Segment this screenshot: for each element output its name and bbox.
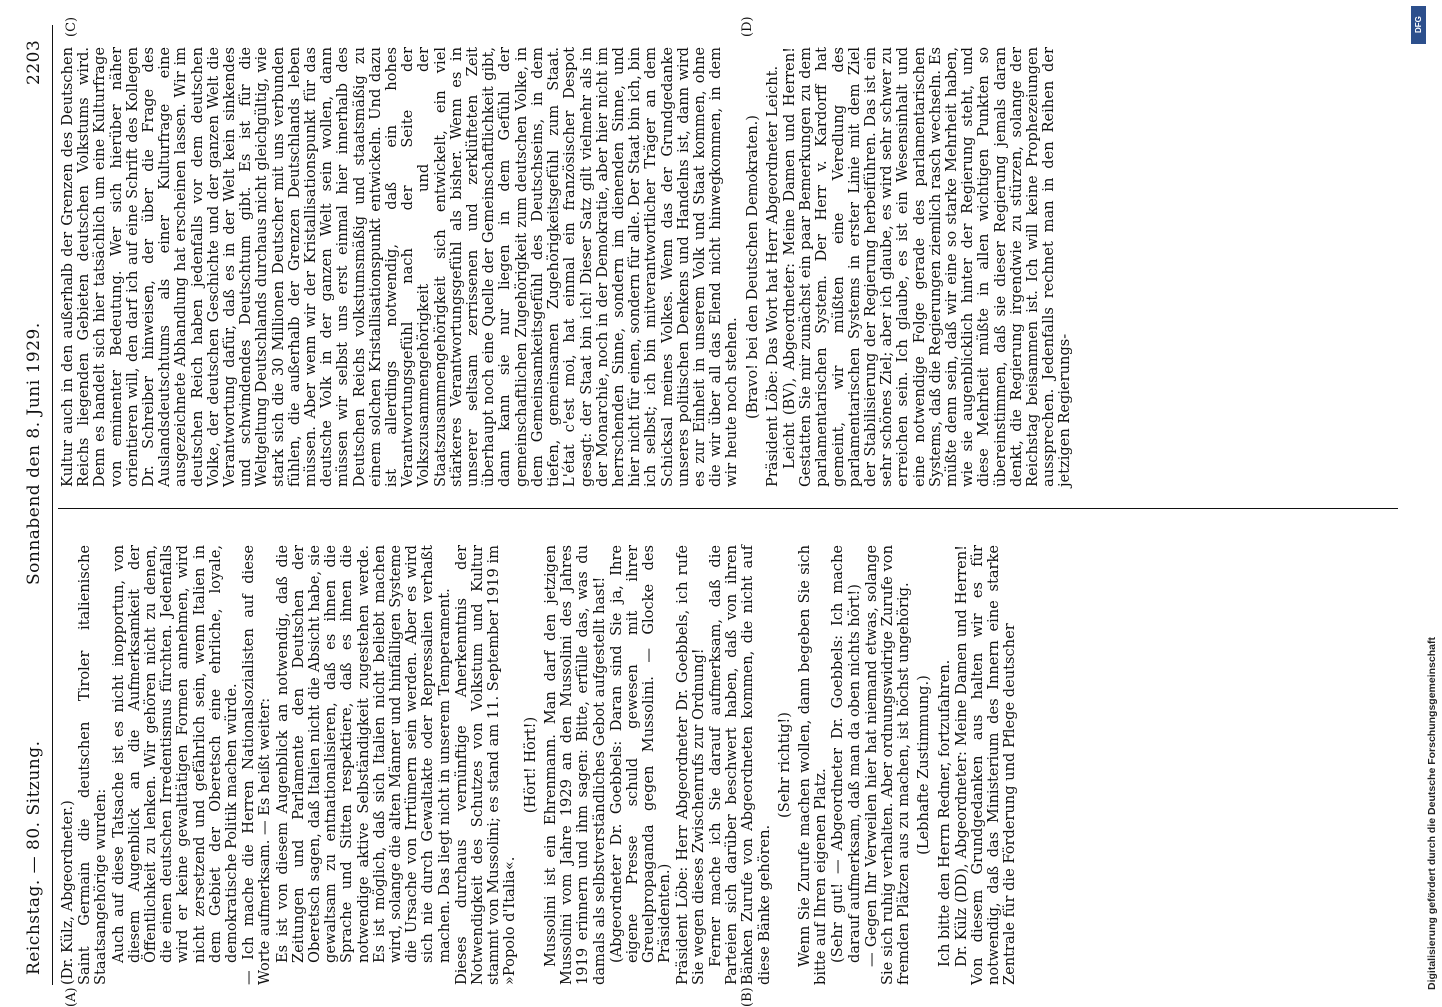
paragraph: (Bravo! bei den Deutschen Demokraten.) <box>743 115 761 419</box>
paragraph: (Dr. Külz, Abgeordneter.) <box>59 800 76 985</box>
paragraph: (Hört! Hört!) <box>521 716 539 814</box>
paragraph: Präsident Löbe: Herr Abgeordneter Dr. Goebbels, ich rufe Sie wegen dieses Zwischenrufs zur Ordnung! <box>673 545 707 985</box>
header-left: Reichstag. — 80. Sitzung. <box>24 740 44 975</box>
paragraph: Saint Germain die deutschen Tiroler italienische Staatsangehörige wurden: <box>76 545 110 985</box>
margin-marker-c: (C) <box>64 16 79 37</box>
header-center: Sonnabend den 8. Juni 1929. <box>24 322 44 585</box>
paragraph: Wenn Sie Zurufe machen wollen, dann begeben Sie sich bitte auf Ihren eigenen Platz. <box>795 545 830 985</box>
paragraph: Ferner mache ich Sie darauf aufmerksam, daß die Parteien sich darüber beschwert haben, daß von ihren Bänken Zurufe von Abgeordneten kommen, die nicht auf diese Bänke gehören. <box>706 545 773 985</box>
header-rule <box>52 25 53 985</box>
paragraph: Präsident Löbe: Das Wort hat Herr Abgeordneter Leicht. <box>763 65 781 487</box>
paragraph: (Sehr gut! — Abgeordneter Dr. Goebbels: Ich mache darauf aufmerksam, daß man da oben nichts hört!) <box>829 545 863 963</box>
paragraph: (Abgeordneter Dr. Goebbels: Daran sind Sie ja, Ihre eigene Presse schuld gewesen mit ihrer Greuelpropaganda gegen Mussolini. — Glocke des Präsidenten.) <box>607 545 674 963</box>
page-header <box>20 25 52 985</box>
paragraph: Dr. Külz (DD), Abgeordneter: Meine Damen und Herren! Von diesem Grundgedanken aus halten wir es für notwendig, daß das Ministerium des Innern eine starke Zentrale für die Förderung und Pflege deutscher <box>952 545 1019 985</box>
paragraph: Mussolini ist ein Ehrenmann. Man darf den jetzigen Mussolini vom Jahre 1929 an den Mussolini des Jahres 1919 erinnern und ihm sagen: Bitte, erfülle das, was du damals als selbstverständliches Gebot aufgestellt hast! <box>541 545 608 985</box>
digitization-credit: Digitalisierung gefördert durch die Deutsche Forschungsgemeinschaft <box>1426 637 1438 990</box>
margin-marker-d: (D) <box>740 16 755 37</box>
paragraph: Ich bitte den Herrn Redner, fortzufahren. <box>935 659 953 967</box>
paragraph: (Lebhafte Zustimmung.) <box>915 675 933 855</box>
paragraph: Auch auf diese Tatsache ist es nicht inopportun, von diesem Augenblick an die Aufmerksamkeit der Öffentlichkeit zu lenken. Wir gehören nicht zu denen, die einen deutschen Irredentismus fürchten. Jedenfalls wird er keine gewalttätigen Formen annehmen, wird nicht zersetzend und gefährlich sein, wenn Italien in dem Gebiet der Oberetsch eine ehrliche, loyale, demokratische Politik machen würde. <box>109 545 241 963</box>
margin-marker-a: (A) <box>64 987 79 1007</box>
digitization-sidebar <box>1406 0 1438 1000</box>
paragraph: Es ist von diesem Augenblick an notwendig, daß die Zeitungen und Parlamente den Deutschen der Oberetsch sagen, daß Italien nicht die Absicht habe, sie gewaltsam zu entnationalisieren, daß es ihnen die Sprache und Sitten respektiere, daß es ihnen die notwendige aktive Selbständigkeit zugestehen werde. Es ist möglich, daß sich Italien nicht beliebt machen wird, solange die alten Männer und hinfälligen Systeme die Ursache von Irrtümern sein werden. Aber es wird sich nie durch Gewaltakte oder Repressalien verhaßt machen. Das liegt nicht in unserem Temperament. <box>273 545 453 963</box>
paragraph: Dieses durchaus vernünftige Anerkenntnis der Notwendigkeit des Schutzes von Volkstum und Kultur stammt von Mussolini; es stand am 11. September 1919 im »Popolo d'Italia«. <box>452 545 519 985</box>
dfg-logo: DFG <box>1411 6 1426 44</box>
paragraph: — Gegen Ihr Verweilen hier hat niemand etwas, solange Sie sich ruhig verhalten. Aber ordnungswidrige Zurufe von fremden Plätzen aus zu machen, ist höchst ungehörig. <box>862 545 913 985</box>
page-number: 2203 <box>24 39 44 85</box>
paragraph: Kultur auch in den außerhalb der Grenzen des Deutschen Reichs liegenden Gebieten deutschen Volkstums wird. Denn es handelt sich hier tatsächlich um eine Kulturfrage von eminenter Bedeutung. Wer sich hierüber näher orientieren will, den darf ich auf eine Schrift des Kollegen Dr. Schreiber hinweisen, der über die Frage des Auslandsdeutschtums als einer Kulturfrage eine ausgezeichnete Abhandlung hat erscheinen lassen. Wir im deutschen Reich haben jedenfalls vor dem deutschen Volke, der deutschen Geschichte und der ganzen Welt die Verantwortung dafür, daß es in der Welt kein sinkendes und schwindendes Deutschtum gibt. Es ist für die Weltgeltung Deutschlands durchaus nicht gleichgültig, wie stark sich die 30 Millionen Deutscher mit uns verbunden fühlen, die außerhalb der Grenzen Deutschlands leben müssen. Aber wenn wir der Kristallisationspunkt für das deutsche Volk in der ganzen Welt sein wollen, dann müssen wir selbst uns erst einmal hier innerhalb des Deutschen Reichs volkstumsmäßig und staatsmäßig zu einem solchen Kristallisationspunkt entwickeln. Und dazu ist allerdings notwendig, daß ein hohes Verantwortungsgefühl nach der Seite der Volkszusammengehörigkeit und der Staatszusammengehörigkeit sich entwickelt, ein viel stärkeres Verantwortungsgefühl als bisher. Wenn es in unserer seltsam zerrissenen und zerklüfteten Zeit überhaupt noch eine Quelle der Gemeinschaftlichkeit gibt, dann kann sie nur liegen in dem Gefühl der gemeinschaftlichen Zugehörigkeit zum deutschen Volke, in dem Gemeinsamkeitsgefühl des Deutschseins, in dem tiefen, gemeinsamen Zugehörigkeitsgefühl zum Staat. L'état c'est moi, hat einmal ein französischer Despot gesagt: der Staat bin ich! Dieser Satz gilt vielmehr als in der Monarchie, noch in der Demokratie, aber hier nicht im herrschenden Sinne, sondern im dienenden Sinne, und hier nicht für einen, sondern für alle. Der Staat bin ich, bin ich selbst; ich bin mitverantwortlicher Träger an dem Schicksal meines Volkes. Wenn das der Grundgedanke unseres politischen Denkens und Handelns ist, dann wird es zur Einheit in unserem Volk und Staat kommen, ohne die wir über all das Elend nicht hinwegkommen, in dem wir heute noch stehen. <box>59 47 741 487</box>
document-page <box>20 16 1400 1007</box>
paragraph: Leicht (BV), Abgeordneter: Meine Damen und Herren! Gestatten Sie mir zunächst ein paar Bemerkungen zu dem parlamentarischen System. Der Herr v. Kardorff hat gemeint, wir müßten eine Veredlung des parlamentarischen Systems in erster Linie mit dem Ziel der Stabilisierung der Regierung herbeiführen. Das ist ein sehr schönes Ziel; aber ich glaube, es wird sehr schwer zu erreichen sein. Ich glaube, es ist ein Wesensinhalt und eine notwendige Folge gerade des parlamentarischen Systems, daß die Regierungen ziemlich rasch wechseln. Es müßte denn sein, daß wir eine so starke Mehrheit haben, wie sie augenblicklich hinter der Regierung steht, und diese Mehrheit müßte in allen wichtigen Punkten so übereinstimmen, daß sie dieser Regierung jemals daran denkt, die Regierung irgendwie zu stürzen, solange der Reichstag beisammen ist. Ich will keine Prophezeiungen aussprechen. Jedenfalls rechnet man in den Reihen der jetzigen Regierungs- <box>780 47 1074 487</box>
paragraph: (Sehr richtig!) <box>775 712 793 818</box>
right-column <box>60 47 1075 487</box>
left-column <box>60 545 1020 985</box>
paragraph: — Ich mache die Herren Nationalsozialisten auf diese Worte aufmerksam. — Es heißt weiter: <box>240 545 274 985</box>
column-divider <box>58 508 1398 509</box>
margin-marker-b: (B) <box>740 987 755 1007</box>
